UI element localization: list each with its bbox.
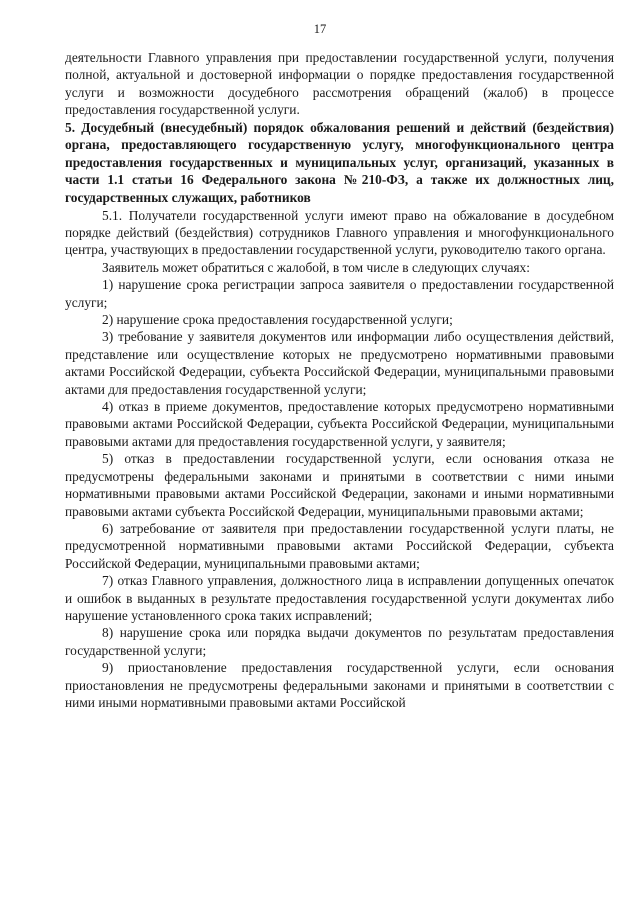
case-item-7: 7) отказ Главного управления, должностного лица в исправлении допущенных опечаток и ошибок в выданных в результате предоставления государственной услуги документах либо нарушение установленного срока таких исправлений; bbox=[65, 573, 614, 623]
case-item-5: 5) отказ в предоставлении государственной услуги, если основания отказа не предусмотрены федеральными законами и принятыми в соответствии с ними иными нормативными правовыми актами Российской Федерации, законами и иными нормативными правовыми актами субъекта Российской Федерации, муниципальными правовыми актами; bbox=[65, 451, 614, 519]
intro-paragraph: деятельности Главного управления при предоставлении государственной услуги, получения полной, актуальной и достоверной информации о порядке предоставления государственной услуги и возможности досудебного рассмотрения обращений (жалоб) в процессе предоставления государственной услуги. bbox=[65, 50, 614, 118]
document-body bbox=[65, 49, 614, 711]
case-item-1: 1) нарушение срока регистрации запроса заявителя о предоставлении государственной услуги; bbox=[65, 277, 614, 310]
section-heading: 5. Досудебный (внесудебный) порядок обжалования решений и действий (бездействия) органа, предоставляющего государственную услугу, многофункционального центра предоставления государственных и муниципальных услуг, организаций, указанных в части 1.1 статьи 16 Федерального закона №210-ФЗ, а также их должностных лиц, государственных служащих, работников bbox=[65, 119, 614, 205]
case-item-6: 6) затребование от заявителя при предоставлении государственной услуги платы, не предусмотренной нормативными правовыми актами Российской Федерации, субъекта Российской Федерации, муниципальными правовыми актами; bbox=[65, 520, 614, 571]
case-item-8: 8) нарушение срока или порядка выдачи документов по результатам предоставления государственной услуги; bbox=[65, 625, 614, 658]
case-item-2: 2) нарушение срока предоставления государственной услуги; bbox=[102, 312, 453, 328]
cases-intro: Заявитель может обратиться с жалобой, в том числе в следующих случаях: bbox=[102, 259, 530, 275]
clause-5-1: 5.1. Получатели государственной услуги имеют право на обжалование в досудебном порядке действий (бездействия) сотрудников Главного управления и многофункционального центра, участвующих в предоставлении государственной услуги, руководителю такого органа. bbox=[65, 207, 614, 258]
case-item-9: 9) приостановление предоставления государственной услуги, если основания приостановления не предусмотрены федеральными законами и принятыми в соответствии с ними иными нормативными правовыми актами Российской bbox=[65, 660, 614, 710]
page-number: 17 bbox=[313, 22, 327, 36]
case-item-4: 4) отказ в приеме документов, предоставление которых предусмотрено нормативными правовыми актами Российской Федерации, субъекта Российской Федерации, муниципальными правовыми актами для предоставления государственной услуги, у заявителя; bbox=[65, 399, 614, 449]
case-item-3: 3) требование у заявителя документов или информации либо осуществления действий, представление или осуществление которых не предусмотрено нормативными правовыми актами Российской Федерации, субъекта Российской Федерации, муниципальными правовыми актами для предоставления государственной услуги; bbox=[65, 329, 614, 397]
